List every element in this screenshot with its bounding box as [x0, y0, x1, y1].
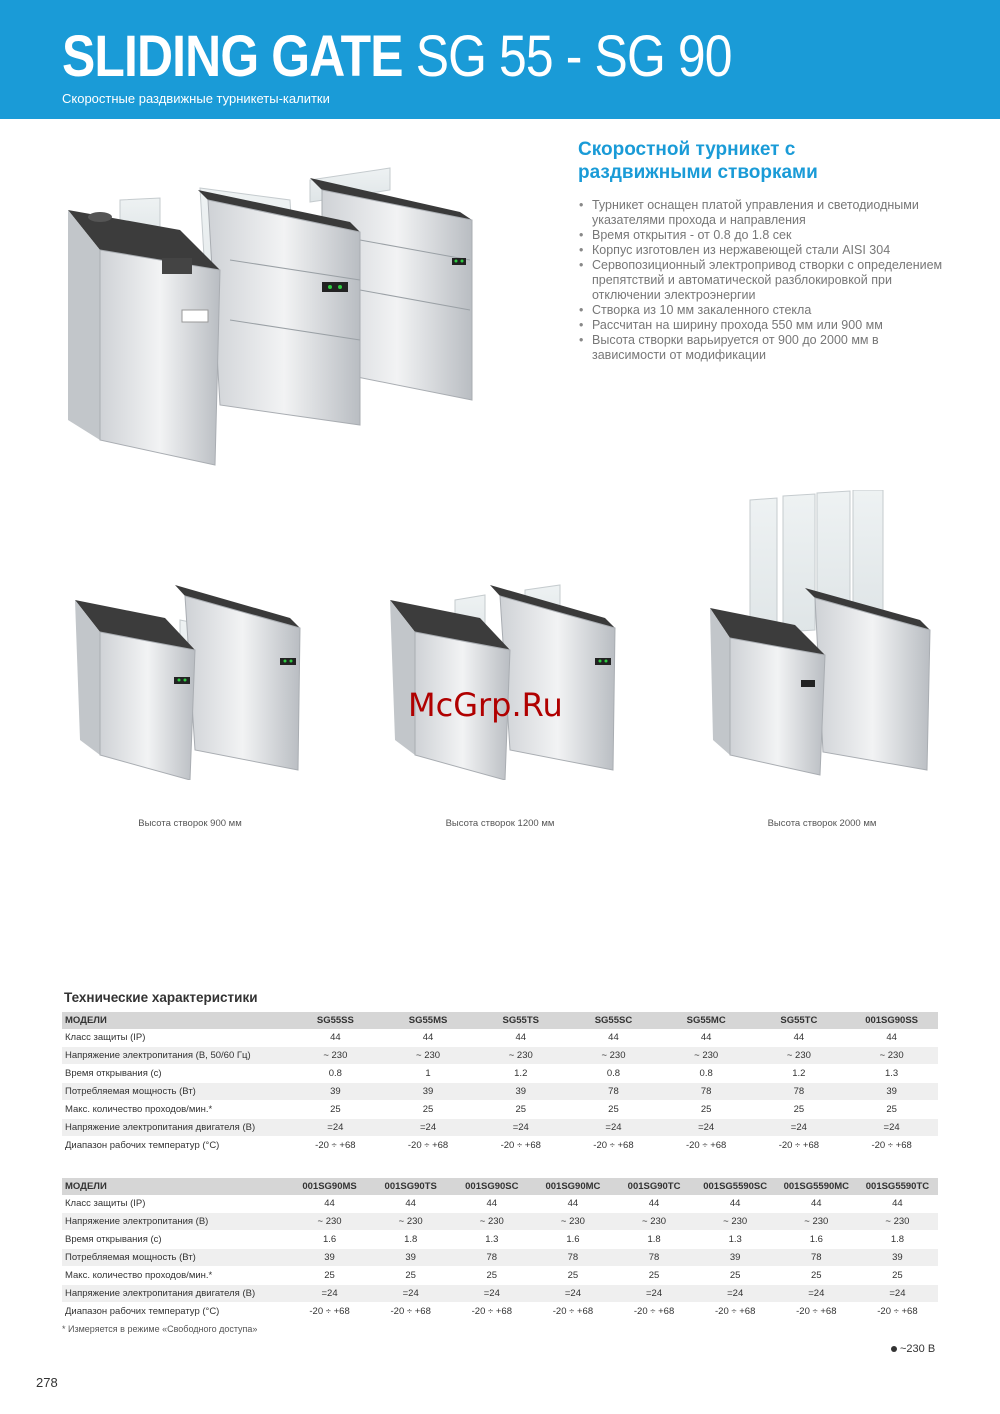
table-cell: ~ 230 [753, 1047, 846, 1065]
row-label: Диапазон рабочих температур (°С) [62, 1137, 289, 1155]
table-cell: =24 [474, 1119, 567, 1137]
specs-table-2 [62, 1178, 938, 1321]
table-cell: 1.6 [532, 1231, 613, 1249]
table-row [62, 1029, 938, 1047]
table-cell: 1.2 [753, 1065, 846, 1083]
table-cell: 25 [695, 1267, 776, 1285]
model-header: 001SG90SC [451, 1178, 532, 1195]
table-cell: =24 [614, 1285, 695, 1303]
model-header: SG55MC [660, 1012, 753, 1029]
table-cell: =24 [776, 1285, 857, 1303]
table-cell: -20 ÷ +68 [753, 1137, 846, 1155]
table-cell: 0.8 [660, 1065, 753, 1083]
feature-item: • Рассчитан на ширину прохода 550 мм или 900 мм [578, 318, 948, 333]
table-cell: =24 [289, 1119, 382, 1137]
page-number: 278 [36, 1375, 58, 1390]
table-cell: 25 [614, 1267, 695, 1285]
table-cell: 1.8 [370, 1231, 451, 1249]
table-cell: 25 [382, 1101, 475, 1119]
model-header: SG55TS [474, 1012, 567, 1029]
table-cell: 39 [857, 1249, 938, 1267]
table-cell: -20 ÷ +68 [567, 1137, 660, 1155]
table-cell: =24 [845, 1119, 938, 1137]
row-label: Напряжение электропитания (В, 50/60 Гц) [62, 1047, 289, 1065]
table-row [62, 1231, 938, 1249]
table-cell: -20 ÷ +68 [370, 1303, 451, 1321]
table-cell: ~ 230 [289, 1047, 382, 1065]
watermark: McGrp.Ru [408, 686, 563, 724]
table-cell: 78 [776, 1249, 857, 1267]
table-cell: 44 [289, 1195, 370, 1213]
table-cell: 25 [289, 1101, 382, 1119]
table-cell: 1.8 [857, 1231, 938, 1249]
model-header: SG55SS [289, 1012, 382, 1029]
table-cell: 44 [532, 1195, 613, 1213]
table-cell: 44 [776, 1195, 857, 1213]
table-cell: ~ 230 [857, 1213, 938, 1231]
row-label: Время открывания (с) [62, 1065, 289, 1083]
table-cell: 39 [695, 1249, 776, 1267]
table-cell: ~ 230 [532, 1213, 613, 1231]
row-label: Потребляемая мощность (Вт) [62, 1083, 289, 1101]
table-row [62, 1101, 938, 1119]
row-label: Напряжение электропитания двигателя (В) [62, 1285, 289, 1303]
table-cell: 44 [289, 1029, 382, 1047]
footnote: * Измеряется в режиме «Свободного доступа» [62, 1324, 258, 1334]
model-header: 001SG5590SC [695, 1178, 776, 1195]
table-cell: 0.8 [567, 1065, 660, 1083]
model-header: SG55MS [382, 1012, 475, 1029]
model-header: 001SG5590MC [776, 1178, 857, 1195]
feature-item: • Высота створки варьируется от 900 до 2000 мм в зависимости от модификации [578, 333, 948, 363]
table-cell: -20 ÷ +68 [532, 1303, 613, 1321]
table-row [62, 1083, 938, 1101]
table-cell: 44 [660, 1029, 753, 1047]
table-cell: ~ 230 [614, 1213, 695, 1231]
turnstile-2000mm-photo [705, 490, 945, 780]
table-cell: ~ 230 [660, 1047, 753, 1065]
table-cell: 1.2 [474, 1065, 567, 1083]
specs-title: Технические характеристики [64, 990, 258, 1005]
table-row [62, 1303, 938, 1321]
model-header: 001SG90SS [845, 1012, 938, 1029]
table-cell: -20 ÷ +68 [474, 1137, 567, 1155]
table-cell: =24 [532, 1285, 613, 1303]
turnstile-900mm-photo [70, 580, 310, 780]
power-legend-text: ~230 В [900, 1343, 936, 1355]
table-cell: =24 [370, 1285, 451, 1303]
page-header [0, 0, 1000, 119]
row-label: Напряжение электропитания (В) [62, 1213, 289, 1231]
table-cell: -20 ÷ +68 [857, 1303, 938, 1321]
table-row [62, 1119, 938, 1137]
feature-item: • Створка из 10 мм закаленного стекла [578, 303, 948, 318]
table-cell: 44 [753, 1029, 846, 1047]
page-subtitle: Скоростные раздвижные турникеты-калитки [62, 91, 330, 106]
feature-item: • Время открытия - от 0.8 до 1.8 сек [578, 228, 948, 243]
model-header: 001SG5590TC [857, 1178, 938, 1195]
table-cell: 44 [370, 1195, 451, 1213]
table-cell: =24 [289, 1285, 370, 1303]
table-cell: 44 [695, 1195, 776, 1213]
row-label: Потребляемая мощность (Вт) [62, 1249, 289, 1267]
power-legend [891, 1343, 935, 1355]
table-cell: 25 [753, 1101, 846, 1119]
table-cell: 44 [451, 1195, 532, 1213]
table-row [62, 1137, 938, 1155]
table-cell: ~ 230 [451, 1213, 532, 1231]
table-cell: =24 [753, 1119, 846, 1137]
table-cell: 44 [845, 1029, 938, 1047]
table-cell: 78 [753, 1083, 846, 1101]
table-cell: =24 [695, 1285, 776, 1303]
table-cell: 25 [474, 1101, 567, 1119]
table-cell: 39 [289, 1249, 370, 1267]
table-cell: -20 ÷ +68 [776, 1303, 857, 1321]
table-cell: -20 ÷ +68 [660, 1137, 753, 1155]
table-cell: ~ 230 [289, 1213, 370, 1231]
section-heading: Скоростной турникет с раздвижными створками [578, 139, 818, 183]
feature-item: • Корпус изготовлен из нержавеющей стали AISI 304 [578, 243, 948, 258]
table-row [62, 1285, 938, 1303]
table-cell: ~ 230 [845, 1047, 938, 1065]
table-row [62, 1213, 938, 1231]
turnstile-main-photo [60, 160, 500, 480]
table-cell: -20 ÷ +68 [289, 1303, 370, 1321]
table-cell: ~ 230 [382, 1047, 475, 1065]
row-label: Класс защиты (IP) [62, 1029, 289, 1047]
variant-caption-2000: Высота створок 2000 мм [767, 818, 877, 829]
table-cell: -20 ÷ +68 [845, 1137, 938, 1155]
table-header-row [62, 1012, 938, 1029]
table-cell: =24 [857, 1285, 938, 1303]
bullet-icon [891, 1346, 897, 1352]
row-label: Класс защиты (IP) [62, 1195, 289, 1213]
row-label: Напряжение электропитания двигателя (В) [62, 1119, 289, 1137]
table-row [62, 1195, 938, 1213]
table-cell: 25 [370, 1267, 451, 1285]
table-cell: ~ 230 [695, 1213, 776, 1231]
table-cell: 78 [532, 1249, 613, 1267]
table-cell: 44 [567, 1029, 660, 1047]
table-row [62, 1047, 938, 1065]
table-cell: 44 [474, 1029, 567, 1047]
feature-item: • Турникет оснащен платой управления и светодиодными указателями прохода и направления [578, 198, 948, 228]
table-cell: ~ 230 [474, 1047, 567, 1065]
model-header: 001SG90TC [614, 1178, 695, 1195]
table-cell: 25 [776, 1267, 857, 1285]
table-cell: -20 ÷ +68 [382, 1137, 475, 1155]
model-header: 001SG90TS [370, 1178, 451, 1195]
table-cell: 39 [382, 1083, 475, 1101]
table-cell: ~ 230 [567, 1047, 660, 1065]
model-header: SG55SC [567, 1012, 660, 1029]
title-light: SG 55 - SG 90 [402, 24, 732, 89]
model-header: SG55TC [753, 1012, 846, 1029]
table-cell: -20 ÷ +68 [614, 1303, 695, 1321]
table-cell: -20 ÷ +68 [451, 1303, 532, 1321]
table-cell: -20 ÷ +68 [289, 1137, 382, 1155]
table-cell: 25 [660, 1101, 753, 1119]
table-cell: 44 [614, 1195, 695, 1213]
table-cell: 78 [660, 1083, 753, 1101]
turnstile-1200mm-photo [385, 580, 625, 780]
table-cell: 25 [857, 1267, 938, 1285]
table-cell: =24 [451, 1285, 532, 1303]
table-cell: 78 [567, 1083, 660, 1101]
table-row [62, 1267, 938, 1285]
table-cell: 0.8 [289, 1065, 382, 1083]
model-header: 001SG90MS [289, 1178, 370, 1195]
table-cell: -20 ÷ +68 [695, 1303, 776, 1321]
title-bold: SLIDING GATE [62, 24, 403, 89]
model-header: 001SG90MC [532, 1178, 613, 1195]
table-cell: 25 [289, 1267, 370, 1285]
table-cell: 25 [845, 1101, 938, 1119]
table-cell: 1.3 [845, 1065, 938, 1083]
row-label: Диапазон рабочих температур (°С) [62, 1303, 289, 1321]
table-row [62, 1249, 938, 1267]
table-cell: ~ 230 [776, 1213, 857, 1231]
variant-caption-900: Высота створок 900 мм [138, 818, 242, 829]
table-cell: 44 [382, 1029, 475, 1047]
header-label: МОДЕЛИ [62, 1012, 289, 1029]
table-cell: 39 [289, 1083, 382, 1101]
specs-table-1 [62, 1012, 938, 1155]
table-cell: 44 [857, 1195, 938, 1213]
table-cell: 25 [567, 1101, 660, 1119]
header-label: МОДЕЛИ [62, 1178, 289, 1195]
row-label: Время открывания (с) [62, 1231, 289, 1249]
row-label: Макс. количество проходов/мин.* [62, 1101, 289, 1119]
feature-list [578, 198, 948, 363]
table-cell: =24 [660, 1119, 753, 1137]
table-cell: 1.3 [695, 1231, 776, 1249]
table-cell: 78 [451, 1249, 532, 1267]
table-cell: 1 [382, 1065, 475, 1083]
table-cell: 39 [845, 1083, 938, 1101]
table-cell: =24 [382, 1119, 475, 1137]
table-cell: 1.6 [289, 1231, 370, 1249]
table-cell: 25 [532, 1267, 613, 1285]
table-cell: 1.8 [614, 1231, 695, 1249]
table-cell: 39 [474, 1083, 567, 1101]
table-cell: 1.6 [776, 1231, 857, 1249]
table-cell: 1.3 [451, 1231, 532, 1249]
table-cell: 39 [370, 1249, 451, 1267]
table-cell: 25 [451, 1267, 532, 1285]
variant-caption-1200: Высота створок 1200 мм [445, 818, 555, 829]
feature-item: • Сервопозиционный электропривод створки с определением препятствий и автоматической разблокировкой при отключении электроэнергии [578, 258, 948, 303]
table-header-row [62, 1178, 938, 1195]
table-row [62, 1065, 938, 1083]
row-label: Макс. количество проходов/мин.* [62, 1267, 289, 1285]
page-title [62, 24, 732, 90]
table-cell: ~ 230 [370, 1213, 451, 1231]
table-cell: 78 [614, 1249, 695, 1267]
table-cell: =24 [567, 1119, 660, 1137]
